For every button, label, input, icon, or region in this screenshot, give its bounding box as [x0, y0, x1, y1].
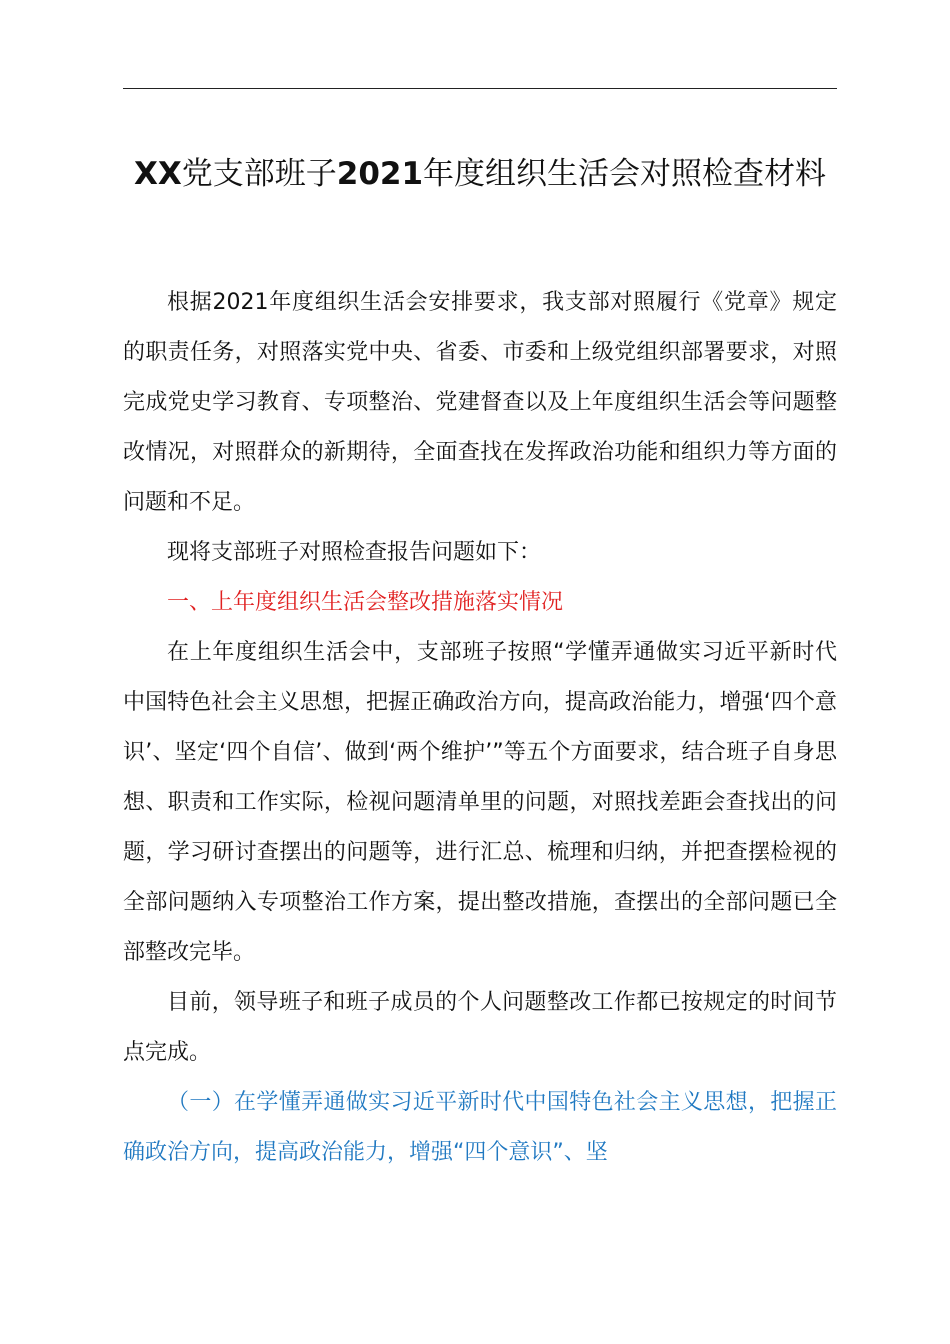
header-rule — [123, 88, 837, 89]
paragraph-intro: 根据2021年度组织生活会安排要求，我支部对照履行《党章》规定的职责任务，对照落实党中央、省委、市委和上级党组织部署要求，对照完成党史学习教育、专项整治、党建督查以及上年度组织生活会等问题整改情况，对照群众的新期待，全面查找在发挥政治功能和组织力等方面的问题和不足。 — [123, 290, 837, 515]
title-year: 2021 — [336, 156, 424, 192]
document-body — [123, 278, 837, 1178]
subsection-heading-1: （一）在学懂弄通做实习近平新时代中国特色社会主义思想，把握正确政治方向，提高政治能力，增强“四个意识”、坚 — [123, 1090, 837, 1165]
paragraph-current-status: 目前，领导班子和班子成员的个人问题整改工作都已按规定的时间节点完成。 — [123, 990, 837, 1065]
title-prefix: XX — [133, 156, 182, 192]
paragraph-previous-rectification: 在上年度组织生活会中，支部班子按照“学懂弄通做实习近平新时代中国特色社会主义思想，把握正确政治方向，提高政治能力，增强‘四个意识’、坚定‘四个自信’、做到‘两个维护’”等五个方面要求，结合班子自身思想、职责和工作实际，检视问题清单里的问题，对照找差距会查找出的问题，学习研讨查摆出的问题等，进行汇总、梳理和归纳，并把查摆检视的全部问题纳入专项整治工作方案，提出整改措施，查摆出的全部问题已全部整改完毕。 — [123, 640, 837, 965]
document-title — [110, 150, 850, 199]
title-part-2: 年度组织生活会对照检查材料 — [423, 156, 827, 192]
section-heading-1: 一、上年度组织生活会整改措施落实情况 — [167, 590, 564, 615]
paragraph-report-lead: 现将支部班子对照检查报告问题如下： — [167, 540, 542, 565]
title-part-1: 党支部班子 — [181, 156, 337, 192]
